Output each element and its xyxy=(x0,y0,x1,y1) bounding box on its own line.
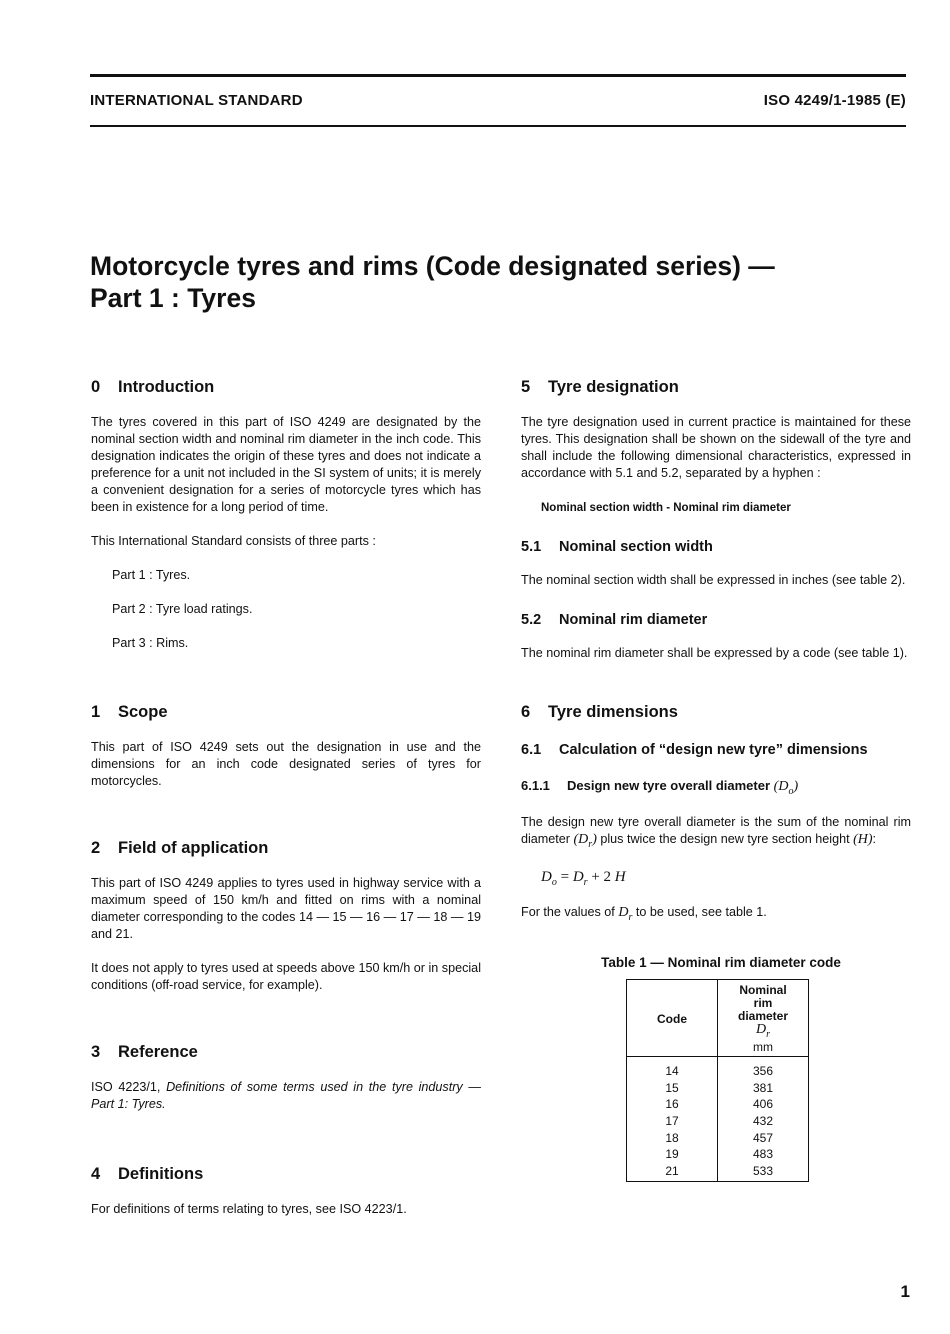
table-header-row xyxy=(627,980,809,1057)
reference-title: Definitions of some terms used in the tyre industry — Part 1: Tyres. xyxy=(91,1080,481,1111)
table-row: 14 356 xyxy=(627,1057,809,1080)
scope-paragraph: This part of ISO 4249 sets out the designation in use and the dimensions for an inch code designated series of tyres for motorcycles. xyxy=(91,740,481,788)
title-line-1: Motorcycle tyres and rims (Code designated series) — xyxy=(90,251,775,281)
table-row: 18 457 xyxy=(627,1130,809,1147)
section-1-heading: 1 Scope xyxy=(91,703,168,721)
left-column xyxy=(91,378,481,1218)
section-6-1-heading: 6.1 Calculation of “design new tyre” dimensions xyxy=(521,742,868,758)
document-number: ISO 4249/1-1985 (E) xyxy=(763,92,906,109)
section-3-heading: 3 Reference xyxy=(91,1043,198,1061)
part-1-item: Part 1 : Tyres. xyxy=(112,568,191,582)
section-0-heading: 0 Introduction xyxy=(91,378,215,396)
table-row: 17 432 xyxy=(627,1113,809,1130)
values-paragraph: For the values of $D_r$ to be used, see table 1. xyxy=(521,904,767,923)
part-3-item: Part 3 : Rims. xyxy=(112,636,189,650)
section-6-heading: 6 Tyre dimensions xyxy=(521,703,678,721)
diameter-formula: $D_o = D_r + 2$ H xyxy=(541,868,626,888)
definitions-paragraph: For definitions of terms relating to tyres, see ISO 4223/1. xyxy=(91,1202,407,1216)
reference-code: ISO 4223/1, xyxy=(91,1080,161,1094)
code-column-header: Code xyxy=(627,980,718,1057)
section-2-heading: 2 Field of application xyxy=(91,839,269,857)
table-1-caption: Table 1 — Nominal rim diameter code xyxy=(601,955,841,971)
title-line-2: Part 1 : Tyres xyxy=(90,283,256,313)
right-column xyxy=(521,378,911,1182)
designation-example: Nominal section width - Nominal rim diameter xyxy=(541,502,791,514)
section-width-paragraph: The nominal section width shall be expressed in inches (see table 2). xyxy=(521,573,906,587)
table-row: 19 483 xyxy=(627,1146,809,1163)
standard-label: INTERNATIONAL STANDARD xyxy=(90,92,303,109)
field-paragraph-1: This part of ISO 4249 applies to tyres used in highway service with a maximum speed of 150 km/h and fitted on rims with a nominal diameter corresponding to the codes 14 — 15 — 16 — 17 — 18 — 19 and 21. xyxy=(91,876,481,941)
overall-diameter-paragraph: The design new tyre overall diameter is the sum of the nominal rim diameter $(D_r)$ plus twice the design new tyre section height (H): xyxy=(521,814,911,850)
page-number: 1 xyxy=(900,1282,910,1301)
section-5-2-heading: 5.2 Nominal rim diameter xyxy=(521,612,708,628)
designation-paragraph: The tyre designation used in current practice is maintained for these tyres. This designation shall be shown on the sidewall of the tyre and shall include the following dimensional characteristics, expressed in accordance with 5.1 and 5.2, separated by a hyphen : xyxy=(521,415,911,480)
rim-diameter-table xyxy=(626,979,809,1182)
field-paragraph-2: It does not apply to tyres used at speeds above 150 km/h or in special conditions (off-road service, for example). xyxy=(91,961,481,992)
part-2-item: Part 2 : Tyre load ratings. xyxy=(112,602,253,616)
rim-diameter-paragraph: The nominal rim diameter shall be expressed by a code (see table 1). xyxy=(521,646,908,660)
diameter-column-header: Nominal rim diameter $D_r$ mm xyxy=(718,980,809,1057)
table-row: 15 381 xyxy=(627,1080,809,1097)
intro-paragraph-1: The tyres covered in this part of ISO 4249 are designated by the nominal section width and nominal rim diameter in the inch code. This designation indicates the origin of these tyres and does not indicate a preference for a unit not included in the SI system of units; it is merely a convenient designation for a series of motorcycle tyres which has been in existence for a long period of time. xyxy=(91,415,481,514)
reference-paragraph xyxy=(91,1079,481,1113)
section-4-heading: 4 Definitions xyxy=(91,1165,204,1183)
section-6-1-1-heading: 6.1.1 Design new tyre overall diameter $(D_o)$ xyxy=(521,778,799,797)
section-5-heading: 5 Tyre designation xyxy=(521,378,679,396)
table-row: 21 533 xyxy=(627,1163,809,1182)
document-title xyxy=(90,250,775,314)
table-row: 16 406 xyxy=(627,1096,809,1113)
header-rule-bottom xyxy=(90,125,906,127)
header-rule-top xyxy=(90,74,906,77)
section-5-1-heading: 5.1 Nominal section width xyxy=(521,539,713,555)
intro-paragraph-2: This International Standard consists of three parts : xyxy=(91,534,376,548)
